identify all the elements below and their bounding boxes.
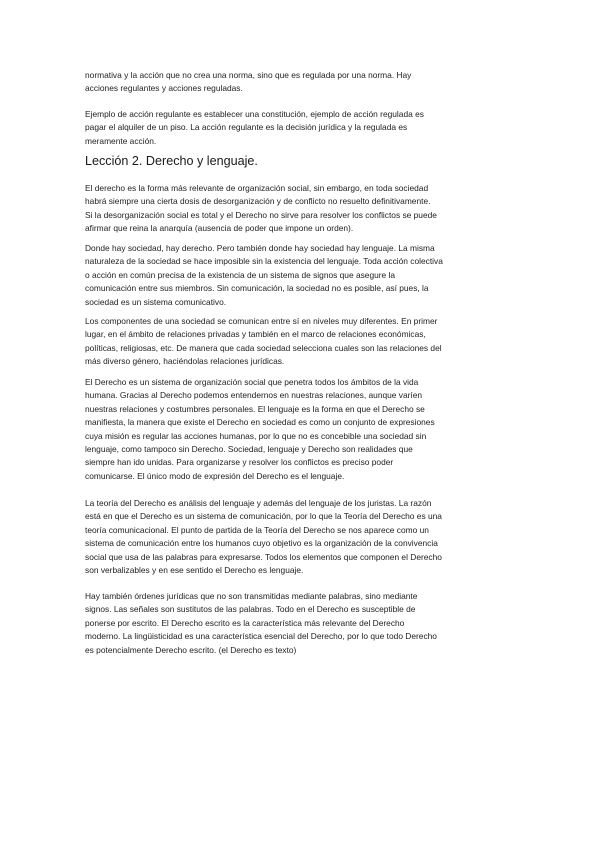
- text-line: Si la desorganización social es total y el Derecho no sirve para resolver los conflictos se puede: [85, 209, 437, 220]
- text-line: naturaleza de la sociedad se hace imposible sin la existencia del lenguaje. Toda acción colectiva: [85, 256, 443, 267]
- text-line: pagar el alquiler de un piso. La acción regulante es la decisión jurídica y la regulada es: [85, 122, 408, 133]
- text-line: lugar, en el ámbito de relaciones privadas y también en el marco de relaciones económicas,: [85, 329, 426, 340]
- text-line: El Derecho es un sistema de organización social que penetra todos los ámbitos de la vida: [85, 377, 419, 387]
- text-line: o acción en común precisa de la existencia de un sistema de signos que asegure la: [85, 269, 396, 280]
- text-line: meramente acción.: [85, 135, 157, 146]
- text-line: El derecho es la forma más relevante de organización social, sin embargo, en toda sociedad: [85, 183, 429, 193]
- text-line: ponerse por escrito. El Derecho escrito es la característica más relevante del Derecho: [85, 617, 405, 628]
- text-line: Donde hay sociedad, hay derecho. Pero también donde hay sociedad hay lenguaje. La misma: [85, 243, 435, 253]
- text-line: políticas, religiosas, etc. De manera que cada sociedad selecciona cuales son las relaciones del: [85, 342, 442, 353]
- text-line: cuya misión es regular las acciones humanas, por lo que no es concebible una sociedad sin: [85, 430, 427, 441]
- text-line: acciones regulantes y acciones reguladas.: [85, 83, 243, 94]
- text-line: está en que el Derecho es un sistema de comunicación, por lo que la Teoría del Derecho es una: [85, 511, 442, 522]
- text-line: lenguaje, como tampoco sin Derecho. Sociedad, lenguaje y Derecho son realidades que: [85, 444, 413, 455]
- paragraph-legal-orders: [85, 590, 515, 657]
- section-heading: Lección 2. Derecho y lenguaje.: [85, 154, 258, 168]
- text-line: comunicación entre sus miembros. Sin comunicación, la sociedad no es posible, así pues, la: [85, 283, 429, 294]
- text-line: humana. Gracias al Derecho podemos entendernos en nuestras relaciones, aunque varíen: [85, 390, 423, 401]
- text-line: manifiesta, la manera que existe el Derecho en sociedad es como un conjunto de expresiones: [85, 417, 435, 428]
- text-line: nuestras relaciones y costumbres personales. El lenguaje es la forma en que el Derecho se: [85, 403, 425, 414]
- paragraph-social-organization: [85, 182, 515, 236]
- text-line: sociedad es un sistema comunicativo.: [85, 296, 227, 307]
- text-line: La teoría del Derecho es análisis del lenguaje y además del lenguaje de los juristas. La razón: [85, 498, 432, 508]
- text-line: teoría comunicacional. El punto de partida de la Teoría del Derecho se nos aparece como un: [85, 524, 429, 535]
- text-line: normativa y la acción que no crea una norma, sino que es regulada por una norma. Hay: [85, 70, 412, 80]
- paragraph-society-components: [85, 315, 515, 369]
- text-line: Hay también órdenes jurídicas que no son transmitidas mediante palabras, sino mediante: [85, 591, 418, 601]
- text-line: son verbalizables y en ese sentido el Derecho es lenguaje.: [85, 565, 304, 576]
- text-line: sistema de comunicación entre los humanos cuyo objetivo es la organización de la convivencia: [85, 538, 438, 549]
- paragraph-example-actions: [85, 108, 515, 148]
- paragraph-law-system: [85, 376, 515, 483]
- text-line: Ejemplo de acción regulante es establecer una constitución, ejemplo de acción regulada es: [85, 109, 424, 119]
- paragraph-society-language: [85, 242, 515, 309]
- text-line: comunicarse. El único modo de expresión del Derecho es el lenguaje.: [85, 470, 345, 481]
- text-line: más diverso género, haciéndolas relaciones jurídicas.: [85, 356, 285, 367]
- text-line: afirmar que reina la anarquía (ausencia de poder que impone un orden).: [85, 223, 354, 234]
- paragraph-regulated-actions: [85, 69, 515, 96]
- text-line: es potencialmente Derecho escrito. (el Derecho es texto): [85, 644, 297, 655]
- text-line: Los componentes de una sociedad se comunican entre sí en niveles muy diferentes. En primer: [85, 316, 438, 326]
- text-line: moderno. La lingüisticidad es una característica esencial del Derecho, por lo que todo Derecho: [85, 631, 437, 642]
- paragraph-law-theory: [85, 497, 515, 577]
- text-line: social que usa de las palabras para expresarse. Todos los elementos que componen el Derecho: [85, 551, 442, 562]
- text-line: habrá siempre una cierta dosis de desorganización y de conflicto no resuelto definitivamente.: [85, 196, 431, 207]
- text-line: signos. Las señales son sustitutos de las palabras. Todo en el Derecho es susceptible de: [85, 604, 416, 615]
- text-line: siempre han ido unidas. Para organizarse y resolver los conflictos es preciso poder: [85, 457, 394, 468]
